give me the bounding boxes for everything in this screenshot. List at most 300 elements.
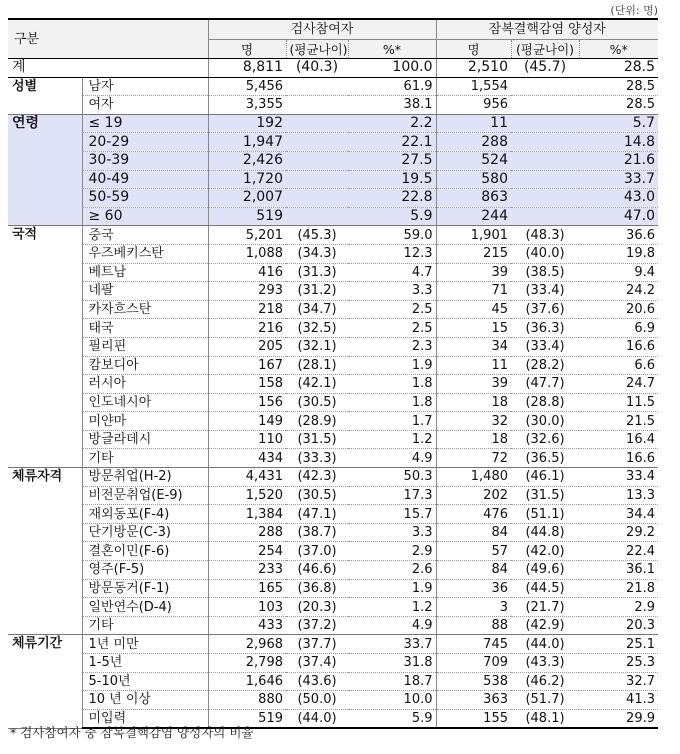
cell-a-pct: 1.8 xyxy=(348,393,436,412)
cell-a-age: (42.1) xyxy=(286,375,348,394)
row-label: 미얀마 xyxy=(82,412,208,431)
cell-a-count: 1,384 xyxy=(208,505,286,524)
table-row xyxy=(8,635,658,654)
cell-a-age: (46.6) xyxy=(286,561,348,580)
row-label: 중국 xyxy=(82,226,208,245)
cell-a-count: 5,201 xyxy=(208,226,286,245)
cell-a-pct: 12.3 xyxy=(348,244,436,263)
cell-a-pct: 22.1 xyxy=(348,133,436,152)
cell-b-pct: 32.7 xyxy=(579,672,658,691)
cell-a-age: (50.0) xyxy=(286,691,348,710)
table-row xyxy=(8,542,658,561)
cell-b-count: 580 xyxy=(436,170,511,189)
row-label: ≤ 19 xyxy=(82,114,208,133)
cell-a-pct: 19.5 xyxy=(348,170,436,189)
cell-b-age: (40.0) xyxy=(511,244,579,263)
cell-b-count: 1,901 xyxy=(436,226,511,245)
row-label: 방글라데시 xyxy=(82,430,208,449)
cell-b-pct: 22.4 xyxy=(579,542,658,561)
cell-a-pct: 61.9 xyxy=(348,77,436,96)
cell-a-pct: 1.2 xyxy=(348,430,436,449)
cell-b-pct: 25.1 xyxy=(579,635,658,654)
cell-b-count: 1,480 xyxy=(436,468,511,487)
cell-a-pct: 17.3 xyxy=(348,486,436,505)
cell-b-count: 15 xyxy=(436,319,511,338)
cell-b-count: 88 xyxy=(436,616,511,635)
row-label: 기타 xyxy=(82,449,208,468)
cell-b-age: (32.6) xyxy=(511,430,579,449)
cell-a-pct: 3.3 xyxy=(348,523,436,542)
table-row xyxy=(8,170,658,189)
cell-b-pct: 28.5 xyxy=(579,77,658,96)
row-label: 미입력 xyxy=(82,709,208,728)
header-group-b: 잠복결핵감염 양성자 xyxy=(436,19,658,40)
cell-b-age: (36.5) xyxy=(511,449,579,468)
cell-b-count: 39 xyxy=(436,263,511,282)
cell-a-count: 254 xyxy=(208,542,286,561)
cell-a-age: (31.3) xyxy=(286,263,348,282)
cell-a-count: 167 xyxy=(208,356,286,375)
cell-b-pct: 2.9 xyxy=(579,598,658,617)
cell-a-pct: 59.0 xyxy=(348,226,436,245)
cell-a-age: (37.0) xyxy=(286,542,348,561)
table-row xyxy=(8,207,658,226)
cell-b-pct: 43.0 xyxy=(579,189,658,208)
table-row xyxy=(8,96,658,115)
cell-a-pct: 4.9 xyxy=(348,449,436,468)
cell-b-pct: 29.2 xyxy=(579,523,658,542)
cell-b-count: 11 xyxy=(436,356,511,375)
cell-a-pct: 2.9 xyxy=(348,542,436,561)
cell-a-count: 156 xyxy=(208,393,286,412)
cell-b-age xyxy=(511,96,579,115)
cell-a-pct: 18.7 xyxy=(348,672,436,691)
cell-b-count: 57 xyxy=(436,542,511,561)
cell-b-pct: 13.3 xyxy=(579,486,658,505)
cell-b-count: 215 xyxy=(436,244,511,263)
row-label: 기타 xyxy=(82,616,208,635)
cell-b-age xyxy=(511,151,579,170)
row-label: 캄보디아 xyxy=(82,356,208,375)
cell-b-pct: 41.3 xyxy=(579,691,658,710)
cell-b-count: 72 xyxy=(436,449,511,468)
cell-b-count: 45 xyxy=(436,300,511,319)
cell-b-count: 84 xyxy=(436,523,511,542)
cell-a-count: 110 xyxy=(208,430,286,449)
cell-a-pct: 10.0 xyxy=(348,691,436,710)
row-label: ≥ 60 xyxy=(82,207,208,226)
table-row xyxy=(8,300,658,319)
table-row xyxy=(8,114,658,133)
cell-b-age: (44.5) xyxy=(511,579,579,598)
cell-b-count: 476 xyxy=(436,505,511,524)
cell-a-pct: 15.7 xyxy=(348,505,436,524)
cell-a-pct: 33.7 xyxy=(348,635,436,654)
cell-b-count: 1,554 xyxy=(436,77,511,96)
total-label: 계 xyxy=(8,59,208,78)
cell-a-count: 880 xyxy=(208,691,286,710)
group-label: 체류자격 xyxy=(8,468,82,635)
cell-a-age xyxy=(286,133,348,152)
table-row xyxy=(8,356,658,375)
table-row xyxy=(8,468,658,487)
cell-a-count: 5,456 xyxy=(208,77,286,96)
row-label: 베트남 xyxy=(82,263,208,282)
cell-a-count: 192 xyxy=(208,114,286,133)
cell-b-count: 244 xyxy=(436,207,511,226)
cell-b-age: (21.7) xyxy=(511,598,579,617)
row-label: 러시아 xyxy=(82,375,208,394)
cell-b-count: 32 xyxy=(436,412,511,431)
header-b-age: (평균나이) xyxy=(511,40,579,59)
cell-b-pct: 24.7 xyxy=(579,375,658,394)
cell-b-age: (42.9) xyxy=(511,616,579,635)
cell-b-age: (47.7) xyxy=(511,375,579,394)
cell-a-pct: 1.2 xyxy=(348,598,436,617)
unit-note: (단위: 명) xyxy=(610,4,658,17)
cell-a-pct: 22.8 xyxy=(348,189,436,208)
cell-a-count: 103 xyxy=(208,598,286,617)
cell-b-age: (48.3) xyxy=(511,226,579,245)
cell-b-count: 39 xyxy=(436,375,511,394)
header-a-count: 명 xyxy=(208,40,286,59)
cell-a-count: 3,355 xyxy=(208,96,286,115)
row-label: 우즈베키스탄 xyxy=(82,244,208,263)
cell-a-count: 1,520 xyxy=(208,486,286,505)
cell-a-age: (33.3) xyxy=(286,449,348,468)
cell-b-age: (36.3) xyxy=(511,319,579,338)
cell-a-count: 434 xyxy=(208,449,286,468)
cell-a-count: 2,007 xyxy=(208,189,286,208)
row-label: 여자 xyxy=(82,96,208,115)
cell-a-count: 1,088 xyxy=(208,244,286,263)
cell-a-count: 2,798 xyxy=(208,654,286,673)
cell-b-pct: 24.2 xyxy=(579,282,658,301)
row-label: 태국 xyxy=(82,319,208,338)
table-row xyxy=(8,189,658,208)
table-row xyxy=(8,319,658,338)
cell-b-pct: 21.5 xyxy=(579,412,658,431)
table-row xyxy=(8,505,658,524)
group-label: 성별 xyxy=(8,77,82,114)
cell-b-count: 202 xyxy=(436,486,511,505)
cell-a-age: (32.1) xyxy=(286,337,348,356)
table-row xyxy=(8,263,658,282)
total-b-pct: 28.5 xyxy=(579,59,658,78)
header-a-pct: %* xyxy=(348,40,436,59)
cell-b-count: 538 xyxy=(436,672,511,691)
row-label: 20-29 xyxy=(82,133,208,152)
cell-a-age xyxy=(286,170,348,189)
cell-b-pct: 14.8 xyxy=(579,133,658,152)
cell-b-age xyxy=(511,77,579,96)
cell-b-pct: 5.7 xyxy=(579,114,658,133)
cell-b-age: (49.6) xyxy=(511,561,579,580)
row-label: 남자 xyxy=(82,77,208,96)
row-label: 필리핀 xyxy=(82,337,208,356)
cell-a-count: 205 xyxy=(208,337,286,356)
table-row xyxy=(8,654,658,673)
total-b-count: 2,510 xyxy=(436,59,511,78)
cell-b-pct: 33.7 xyxy=(579,170,658,189)
cell-a-pct: 1.9 xyxy=(348,579,436,598)
cell-b-age: (44.0) xyxy=(511,635,579,654)
cell-b-pct: 16.4 xyxy=(579,430,658,449)
cell-a-pct: 1.9 xyxy=(348,356,436,375)
cell-a-pct: 50.3 xyxy=(348,468,436,487)
cell-b-age: (30.0) xyxy=(511,412,579,431)
cell-b-count: 71 xyxy=(436,282,511,301)
cell-a-pct: 5.9 xyxy=(348,207,436,226)
cell-a-count: 216 xyxy=(208,319,286,338)
cell-a-pct: 2.5 xyxy=(348,300,436,319)
cell-a-age: (28.1) xyxy=(286,356,348,375)
cell-b-count: 18 xyxy=(436,430,511,449)
cell-a-pct: 4.7 xyxy=(348,263,436,282)
cell-b-pct: 33.4 xyxy=(579,468,658,487)
cell-b-age: (46.1) xyxy=(511,468,579,487)
cell-a-pct: 5.9 xyxy=(348,709,436,728)
cell-a-age: (45.3) xyxy=(286,226,348,245)
header-category: 구분 xyxy=(8,19,208,59)
row-label: 단기방문(C-3) xyxy=(82,523,208,542)
table-row xyxy=(8,523,658,542)
table-row xyxy=(8,691,658,710)
table-row xyxy=(8,244,658,263)
cell-b-pct: 6.9 xyxy=(579,319,658,338)
total-a-count: 8,811 xyxy=(208,59,286,78)
cell-a-age xyxy=(286,151,348,170)
row-label: 비전문취업(E-9) xyxy=(82,486,208,505)
cell-a-age xyxy=(286,96,348,115)
cell-a-count: 4,431 xyxy=(208,468,286,487)
cell-b-age xyxy=(511,170,579,189)
cell-b-pct: 47.0 xyxy=(579,207,658,226)
table-row xyxy=(8,449,658,468)
cell-a-age: (28.9) xyxy=(286,412,348,431)
total-b-age: (45.7) xyxy=(511,59,579,78)
cell-b-pct: 6.6 xyxy=(579,356,658,375)
cell-b-age: (31.5) xyxy=(511,486,579,505)
cell-b-age: (51.1) xyxy=(511,505,579,524)
row-label: 10 년 이상 xyxy=(82,691,208,710)
cell-a-age: (31.5) xyxy=(286,430,348,449)
cell-b-pct: 20.3 xyxy=(579,616,658,635)
cell-a-age: (31.2) xyxy=(286,282,348,301)
cell-b-pct: 9.4 xyxy=(579,263,658,282)
row-label: 영주(F-5) xyxy=(82,561,208,580)
cell-a-pct: 38.1 xyxy=(348,96,436,115)
cell-a-age xyxy=(286,189,348,208)
group-label: 연령 xyxy=(8,114,82,226)
cell-b-age: (37.6) xyxy=(511,300,579,319)
cell-b-age: (44.8) xyxy=(511,523,579,542)
cell-b-pct: 34.4 xyxy=(579,505,658,524)
cell-a-age: (37.2) xyxy=(286,616,348,635)
cell-b-age: (28.8) xyxy=(511,393,579,412)
cell-a-age: (47.1) xyxy=(286,505,348,524)
row-label: 40-49 xyxy=(82,170,208,189)
cell-b-pct: 36.1 xyxy=(579,561,658,580)
cell-a-count: 2,426 xyxy=(208,151,286,170)
table-row xyxy=(8,672,658,691)
cell-b-age: (33.4) xyxy=(511,282,579,301)
cell-a-count: 416 xyxy=(208,263,286,282)
table-row xyxy=(8,151,658,170)
cell-b-pct: 19.8 xyxy=(579,244,658,263)
cell-a-age xyxy=(286,114,348,133)
cell-a-count: 519 xyxy=(208,709,286,728)
cell-b-count: 956 xyxy=(436,96,511,115)
cell-a-age: (30.5) xyxy=(286,486,348,505)
cell-a-age: (38.7) xyxy=(286,523,348,542)
cell-a-pct: 2.6 xyxy=(348,561,436,580)
cell-a-age: (34.7) xyxy=(286,300,348,319)
row-label: 인도네시아 xyxy=(82,393,208,412)
cell-a-count: 1,720 xyxy=(208,170,286,189)
cell-b-pct: 16.6 xyxy=(579,449,658,468)
row-label: 재외동포(F-4) xyxy=(82,505,208,524)
cell-a-age xyxy=(286,77,348,96)
cell-a-count: 149 xyxy=(208,412,286,431)
cell-a-count: 1,646 xyxy=(208,672,286,691)
cell-a-age: (37.7) xyxy=(286,635,348,654)
table-row xyxy=(8,282,658,301)
group-label: 체류기간 xyxy=(8,635,82,728)
cell-a-age: (43.6) xyxy=(286,672,348,691)
row-label: 30-39 xyxy=(82,151,208,170)
cell-a-pct: 4.9 xyxy=(348,616,436,635)
cell-a-age: (37.4) xyxy=(286,654,348,673)
row-label: 5-10년 xyxy=(82,672,208,691)
header-b-count: 명 xyxy=(436,40,511,59)
cell-a-count: 1,947 xyxy=(208,133,286,152)
cell-a-age: (42.3) xyxy=(286,468,348,487)
cell-b-age xyxy=(511,207,579,226)
cell-a-pct: 1.7 xyxy=(348,412,436,431)
header-group-a: 검사참여자 xyxy=(208,19,436,40)
stats-table xyxy=(8,18,658,729)
cell-b-age: (46.2) xyxy=(511,672,579,691)
cell-b-count: 34 xyxy=(436,337,511,356)
cell-a-count: 165 xyxy=(208,579,286,598)
row-label: 방문동거(F-1) xyxy=(82,579,208,598)
cell-b-count: 524 xyxy=(436,151,511,170)
row-label: 일반연수(D-4) xyxy=(82,598,208,617)
cell-a-count: 158 xyxy=(208,375,286,394)
table-row xyxy=(8,77,658,96)
cell-b-pct: 29.9 xyxy=(579,709,658,728)
table-row xyxy=(8,133,658,152)
cell-a-pct: 2.2 xyxy=(348,114,436,133)
cell-b-pct: 21.8 xyxy=(579,579,658,598)
cell-a-pct: 3.3 xyxy=(348,282,436,301)
cell-a-count: 433 xyxy=(208,616,286,635)
row-label: 50-59 xyxy=(82,189,208,208)
table-row xyxy=(8,579,658,598)
footnote: * 검사참여자 중 잠복결핵감염 양성자의 비율 xyxy=(10,725,254,740)
cell-b-age xyxy=(511,114,579,133)
cell-b-age: (28.2) xyxy=(511,356,579,375)
row-label: 방문취업(H-2) xyxy=(82,468,208,487)
cell-a-pct: 27.5 xyxy=(348,151,436,170)
cell-a-age xyxy=(286,207,348,226)
cell-a-age: (20.3) xyxy=(286,598,348,617)
cell-a-pct: 2.3 xyxy=(348,337,436,356)
cell-b-age: (33.4) xyxy=(511,337,579,356)
total-row xyxy=(8,59,658,78)
cell-b-count: 18 xyxy=(436,393,511,412)
cell-a-count: 288 xyxy=(208,523,286,542)
cell-a-pct: 2.5 xyxy=(348,319,436,338)
cell-a-age: (32.5) xyxy=(286,319,348,338)
cell-b-pct: 36.6 xyxy=(579,226,658,245)
table-row xyxy=(8,561,658,580)
cell-a-age: (44.0) xyxy=(286,709,348,728)
row-label: 결혼이민(F-6) xyxy=(82,542,208,561)
cell-a-count: 218 xyxy=(208,300,286,319)
row-label: 1-5년 xyxy=(82,654,208,673)
cell-a-count: 293 xyxy=(208,282,286,301)
cell-b-pct: 28.5 xyxy=(579,96,658,115)
group-label: 국적 xyxy=(8,226,82,468)
cell-b-count: 84 xyxy=(436,561,511,580)
cell-b-count: 155 xyxy=(436,709,511,728)
cell-b-age: (43.3) xyxy=(511,654,579,673)
cell-b-count: 363 xyxy=(436,691,511,710)
table-row xyxy=(8,598,658,617)
cell-b-pct: 20.6 xyxy=(579,300,658,319)
cell-b-age: (48.1) xyxy=(511,709,579,728)
cell-a-pct: 1.8 xyxy=(348,375,436,394)
table-row xyxy=(8,337,658,356)
table-row xyxy=(8,486,658,505)
row-label: 네팔 xyxy=(82,282,208,301)
cell-b-age xyxy=(511,189,579,208)
cell-a-count: 233 xyxy=(208,561,286,580)
cell-b-age: (51.7) xyxy=(511,691,579,710)
cell-a-age: (34.3) xyxy=(286,244,348,263)
cell-b-count: 709 xyxy=(436,654,511,673)
cell-b-count: 3 xyxy=(436,598,511,617)
cell-b-count: 36 xyxy=(436,579,511,598)
cell-b-pct: 21.6 xyxy=(579,151,658,170)
cell-a-age: (30.5) xyxy=(286,393,348,412)
table-row xyxy=(8,226,658,245)
table-row xyxy=(8,412,658,431)
cell-b-pct: 11.5 xyxy=(579,393,658,412)
table-row xyxy=(8,430,658,449)
row-label: 1년 미만 xyxy=(82,635,208,654)
cell-b-pct: 25.3 xyxy=(579,654,658,673)
table-row xyxy=(8,393,658,412)
header-a-age: (평균나이) xyxy=(286,40,348,59)
cell-b-age: (42.0) xyxy=(511,542,579,561)
cell-b-count: 745 xyxy=(436,635,511,654)
total-a-pct: 100.0 xyxy=(348,59,436,78)
cell-a-count: 2,968 xyxy=(208,635,286,654)
row-label: 카자흐스탄 xyxy=(82,300,208,319)
cell-b-age: (38.5) xyxy=(511,263,579,282)
cell-b-age xyxy=(511,133,579,152)
total-a-age: (40.3) xyxy=(286,59,348,78)
cell-a-pct: 31.8 xyxy=(348,654,436,673)
table-row xyxy=(8,616,658,635)
header-b-pct: %* xyxy=(579,40,658,59)
cell-b-count: 288 xyxy=(436,133,511,152)
table-row xyxy=(8,375,658,394)
cell-a-count: 519 xyxy=(208,207,286,226)
